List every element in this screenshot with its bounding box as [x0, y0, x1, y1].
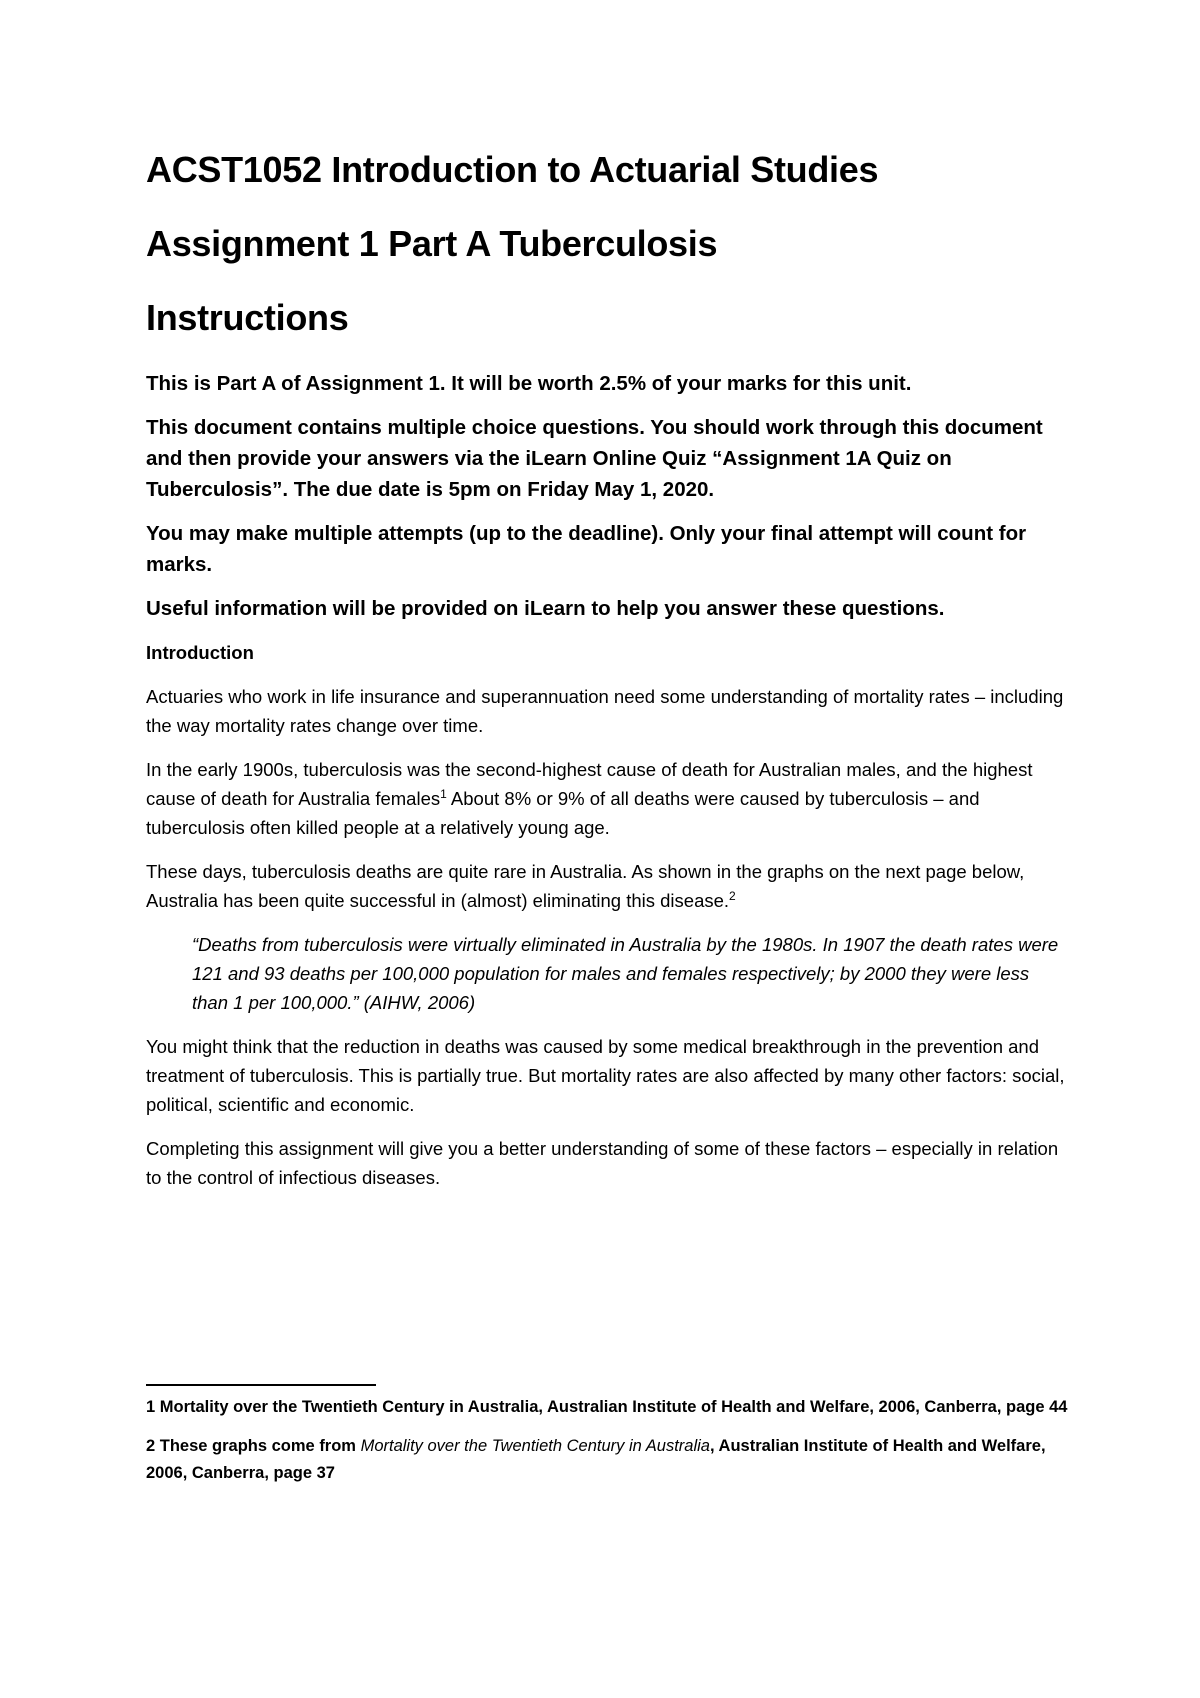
introduction-paragraph-4: You might think that the reduction in deaths was caused by some medical breakthrough in the prevention and treatment of tuberculosis. This is partially true. But mortality rates are also affected by many other factors: social, political, scientific and economic. — [146, 1036, 1065, 1115]
instructions-paragraph-1: This is Part A of Assignment 1. It will be worth 2.5% of your marks for this unit. — [146, 372, 912, 395]
introduction-paragraph-1: Actuaries who work in life insurance and superannuation need some understanding of mortality rates – including the way mortality rates change over time. — [146, 686, 1064, 736]
footnote-2-title: Mortality over the Twentieth Century in Australia — [360, 1437, 710, 1455]
introduction-paragraph-3-text: These days, tuberculosis deaths are quite rare in Australia. As shown in the graphs on the next page below, Australia has been quite successful in (almost) eliminating this disease. — [146, 861, 1025, 911]
aihw-quote: “Deaths from tuberculosis were virtually eliminated in Australia by the 1980s. In 1907 the death rates were 121 and 93 deaths per 100,000 population for males and females respectively; by 2000 they were less than 1 per 100,000.” (AIHW, 2006) — [192, 934, 1059, 1013]
introduction-paragraph-2 — [146, 755, 1066, 842]
footnote-2-prefix: 2 These graphs come from — [146, 1437, 361, 1455]
instructions-heading: Instructions — [146, 297, 349, 338]
document-subtitle: Assignment 1 Part A Tuberculosis — [146, 223, 718, 264]
instructions-paragraph-4: Useful information will be provided on iLearn to help you answer these questions. — [146, 597, 945, 620]
introduction-paragraph-5: Completing this assignment will give you a better understanding of some of these factors – especially in relation to the control of infectious diseases. — [146, 1138, 1059, 1188]
footnotes — [146, 1394, 1076, 1487]
instructions-paragraph-3: You may make multiple attempts (up to the deadline). Only your final attempt will count for marks. — [146, 522, 1027, 576]
footnote-2 — [146, 1433, 1076, 1487]
introduction-heading: Introduction — [146, 642, 254, 663]
introduction-paragraph-3 — [146, 857, 1066, 915]
footnote-1: 1 Mortality over the Twentieth Century in Australia, Australian Institute of Health and Welfare, 2006, Canberra, page 44 — [146, 1398, 1068, 1416]
introduction-paragraph-2-start: In the early 1900s, tuberculosis was the second-highest cause of death for Australian males, and the highest cause of death for Australia females — [146, 759, 1033, 809]
instructions-paragraph-2: This document contains multiple choice questions. You should work through this document and then provide your answers via the iLearn Online Quiz “Assignment 1A Quiz on Tuberculosis”. The due date is 5pm on Friday May 1, 2020. — [146, 416, 1043, 501]
document-title: ACST1052 Introduction to Actuarial Studies — [146, 149, 879, 190]
footnote-ref-2[interactable]: 2 — [729, 888, 736, 903]
footnote-separator — [146, 1384, 376, 1386]
footnote-ref-1[interactable]: 1 — [440, 786, 447, 801]
footnote-2-suffix: , Australian Institute of Health and Welfare, 2006, Canberra, page 37 — [146, 1437, 1046, 1482]
introduction-paragraph-2-end: About 8% or 9% of all deaths were caused by tuberculosis – and tuberculosis often killed people at a relatively young age. — [146, 788, 980, 838]
document-body — [146, 148, 1066, 1192]
